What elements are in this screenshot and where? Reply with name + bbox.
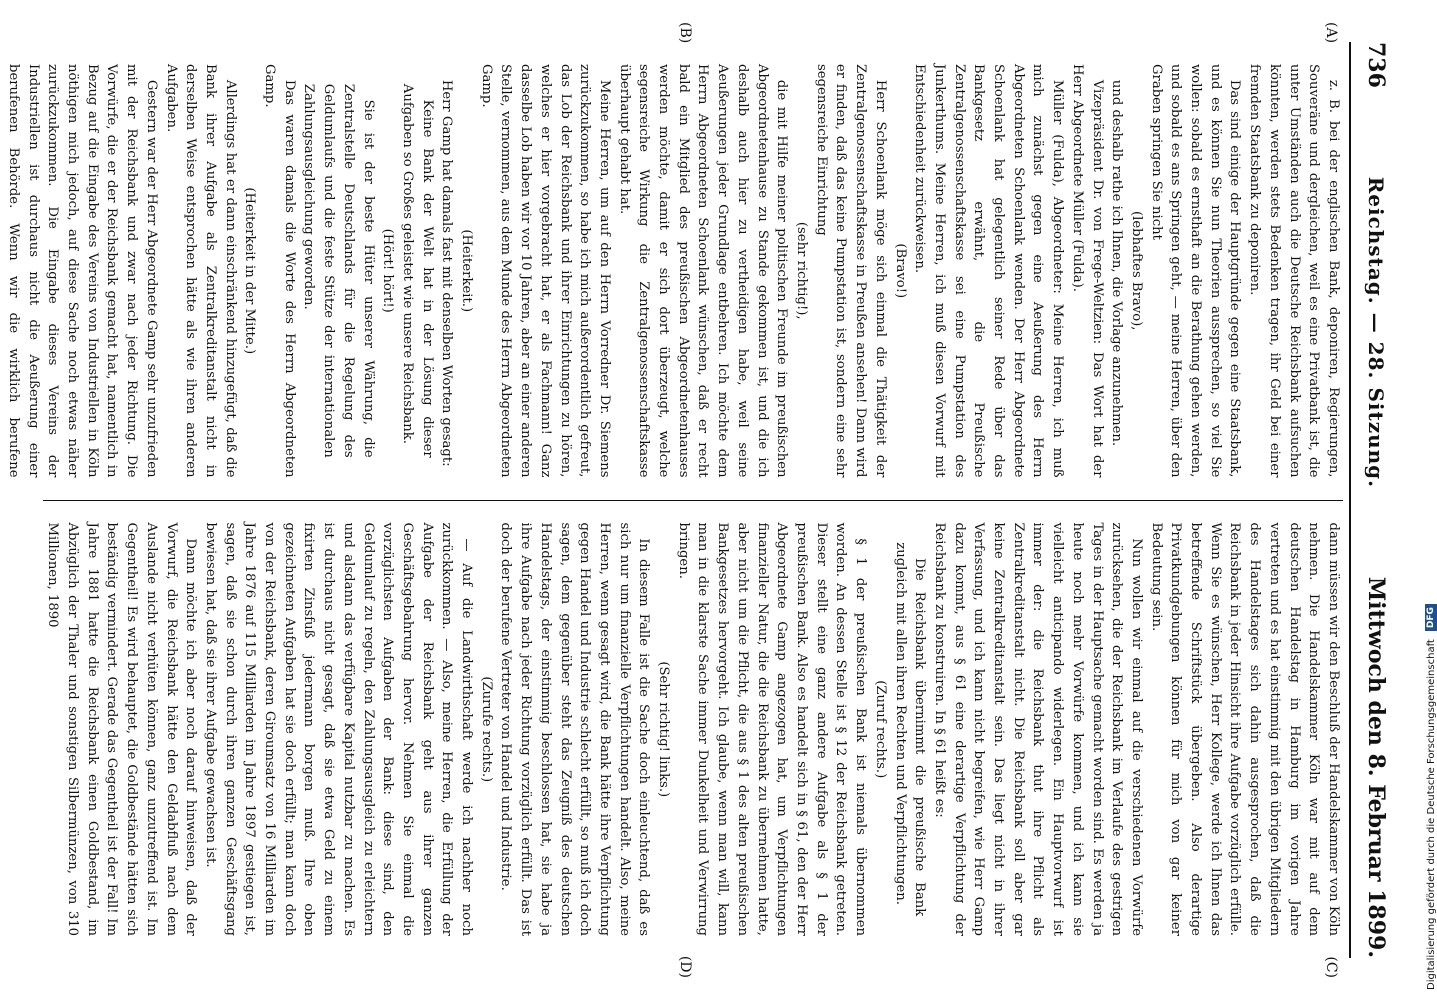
interjection: (Zuruf rechts.) <box>872 680 888 779</box>
margin-mark-c: (C) <box>1323 956 1339 978</box>
margin-mark-a: (A) <box>1323 22 1339 44</box>
paragraph: Herr Schoenlank möge sich einmal die Thätigkeit der Zentralgenossenschaftskasse in Preußen ansehen! Dann wird er finden, daß das keine Pumpstation ist, sondern eine sehr segensreiche Einrichtung <box>813 64 888 478</box>
interjection: (Zurufe rechts.) <box>478 676 494 783</box>
paragraph: Vizepräsident Dr. von Frege-Weltzien: Das Wort hat der Herr Abgeordnete Müller (Fulda). <box>1069 64 1105 478</box>
paragraph: dann müssen wir den Beschluß der Handelskammer von Köln nehmen. Die Handelskammer Köln war mit auf dem deutschen Handelstag in Hamburg im vorigen Jahre vertreten und es hat einstimmig mit den übrigen Mitgliedern des Handelstages sich dahin ausgesprochen, daß die Reichsbank in jeder Hinsicht ihre Aufgabe vorzüglich erfülle. Wenn Sie es wünschen, Herr Kollege, werde ich Ihnen das betreffende Schriftstück übergeben. Also derartige Privatkundgebungen können für mich von gar keiner Bedeutung sein. <box>1148 522 1341 936</box>
paragraph: Dann möchte ich aber noch darauf hinweisen, daß der Vorwurf, die Reichsbank hätte den Geldabfluß nach dem Auslande nicht verhüten können, ganz unzutreffend ist. Im Gegentheil! Es wird behauptet, die Goldbestände hätten sich beständig vermindert. Gerade das Gegentheil ist der Fall! Im Jahre 1881 hatte die Reichsbank einen Goldbestand, im Abzüglich der Thaler und sonstigen Silbermünzen, von 310 Millionen, 1890 <box>45 522 199 936</box>
interjection: (Heiterkeit in der Mitte.) <box>242 187 258 355</box>
paragraph: Gestern war der Herr Abgeordnete Gamp sehr unzufrieden mit der Reichsbank und zwar nach jeder Richtung. Die Vorwürfe, die er der Reichsbank gemacht hat, namentlich in Bezug auf die Eingabe des Vereins von Industriellen in Köln nöthigen mich jedoch, auf diese Sache noch etwas näher zurückzukommen. Die Eingabe dieses Vereins der Industriellen ist durchaus nicht die Aeußerung einer berufenen Behörde. Wenn wir die wirklich berufene <box>5 64 159 478</box>
paragraph: Herr Gamp hat damals fast mit denselben Worten gesagt: <box>439 79 455 467</box>
paragraph: § 1 der preußischen Bank ist niemals übernommen worden. An dessen Stelle ist § 12 der Reichsbank getreten. Dieser stellt eine ganz andere Aufgabe als § 1 der preußischen Bank. Also es handelt sich in § 61, den der Herr Abgeordnete Gamp angezogen hat, um Verpflichtungen finanzieller Natur, die die Reichsbank zu übernehmen hatte, aber nicht um die Pflicht, die aus § 1 des alten preußischen Bankgesetzes hervorgeht. Ich glaube, wenn man will, kann man in die klarste Sache immer Dunkelheit und Verwirrung bringen. <box>675 522 869 936</box>
paragraph: Nun wollen wir einmal auf die verschiedenen Vorwürfe zurücksehen, die der Reichsbank im Verlaufe des gestrigen Tages in der Hauptsache gemacht worden sind. Es werden ja heute noch mehr Vorwürfe kommen, und ich kann sie vielleicht anticipando widerlegen. Ein Hauptvorwurf ist immer der: die Reichsbank thut ihre Pflicht als Zentralkreditanstalt nicht. Die Reichsbank soll aber gar keine Zentralkreditanstalt sein. Das liegt nicht in ihrer Verfassung, und ich kann nicht begreifen, wie Herr Gamp dazu kommt, aus § 61 eine derartige Verpflichtung der Reichsbank zu konstruiren. In § 61 heißt es: <box>931 522 1144 936</box>
paragraph: Keine Bank der Welt hat in der Lösung dieser Aufgaben so Großes geleistet wie unsere Reichsbank. <box>399 83 435 458</box>
margin-mark-b: (B) <box>677 22 693 44</box>
paragraph: Das sind einige der Hauptgründe gegen eine Staatsbank, und es können Sie nun Theorien aussprechen, so viel Sie wollen: sobald es ernsthaft an die Berathung gehen werden, und sobald es ans Springen geht, — meine Herren, über den Graben springen Sie nicht <box>1148 64 1243 478</box>
paragraph: Allerdings hat er dann einschränkend hinzugefügt, daß die Bank ihrer Aufgabe als Zentralkreditanstalt nicht in derselben Weise entsprochen hätte als wie ihren anderen Aufgaben. <box>163 64 238 478</box>
interjection: (sehr richtig!), <box>794 221 810 320</box>
paragraph: Sie ist der beste Hüter unserer Währung, die Zentralstelle Deutschlands für die Regelung des Geldumlaufs und die feste Stütze der internationalen Zahlungsausgleichung geworden. <box>301 83 376 458</box>
interjection: (Sehr richtig! links.) <box>656 661 672 798</box>
session-title: Reichstag. — 28. Sitzung. <box>1364 176 1388 489</box>
paragraph: Die Reichsbank übernimmt die preußische Bank zugleich mit allen ihren Rechten und Verpflichtungen. <box>892 542 928 917</box>
page-header <box>1349 42 1389 958</box>
digitization-footer <box>1425 10 1437 990</box>
digitization-note: Digitalisierung gefördert durch die Deutsche Forschungsgemeinschaft <box>1425 639 1437 990</box>
paragraph: — Auf die Landwirthschaft werde ich nachher noch zurückkommen. — Also, meine Herren, die Erfüllung der Aufgabe der Reichsbank geht aus ihrer ganzen Geschäftsgebahrung hervor. Nehmen Sie einmal die vorzüglichsten Aufgaben der Bank: diese sind, den Geldumlauf zu regeln, den Zahlungsausgleich zu erleichtern und alsdann das verfügbare Kapital nutzbar zu machen. Es ist durchaus nicht gesagt, daß sie etwa Geld zu einem fixirten Zinsfuß jedermann borgen muß. Ihre oben gezeichneten Aufgaben hat sie doch erfüllt; man kann doch von der Reichsbank, deren Giroumsatz von 16 Milliarden im Jahre 1876 auf 115 Milliarden im Jahre 1897 gestiegen ist, sagen, daß sie schon durch ihren ganzen Geschäftsgang bewiesen hat, daß sie ihrer Aufgabe gewachsen ist. <box>202 522 475 936</box>
session-date: Mittwoch den 8. Februar 1899. <box>1363 576 1389 958</box>
right-column <box>43 501 1343 959</box>
paragraph: z. B. bei der englischen Bank, deponiren, Regierungen, Souveräne und dergleichen, weil es eine Privatbank ist, die unter Umständen auch die Deutsche Reichsbank aufsuchen könnten, werden stets Bedenken tragen, ihr Geld bei einer fremden Staatsbank zu deponiren. <box>1247 64 1341 478</box>
left-column <box>5 42 1343 500</box>
interjection: (Bravo!) <box>892 243 908 299</box>
text-columns <box>5 22 1343 978</box>
paragraph: und deshalb rathe ich Ihnen, die Vorlage anzunehmen. <box>1109 79 1125 447</box>
paragraph: Meine Herren, um auf den Herrn Vorredner Dr. Siemens zurückzukommen, so habe ich mich außerordentlich gefreut, das Lob der Reichsbank und ihrer Einrichtungen zu hören, welches er hier vorgebracht hat, er als Fachmann! Ganz dasselbe Lob haben wir vor 10 Jahren, aber an einer anderen Stelle, vernommen, aus dem Munde des Herrn Abgeordneten Gamp. <box>478 64 612 478</box>
page-number: 736 <box>1363 42 1389 88</box>
paragraph: Das waren damals die Worte des Herrn Abgeordneten Gamp. <box>262 64 297 478</box>
margin-mark-d: (D) <box>677 955 693 978</box>
paragraph: In diesem Falle ist die Sache doch einleuchtend, daß es sich nur um finanzielle Verpflichtungen handelt. Also, meine Herren, wenn gesagt wird, die Bank hätte ihre Verpflichtung gegen Handel und Industrie schlecht erfüllt, so muß ich doch sagen, dem gegenüber steht das Zeugniß des deutschen Handelstags, der einstimmig beschlossen hat, sie habe ja ihre Aufgabe nach jeder Richtung vorzüglich erfüllt. Das ist doch der berufene Vertreter von Handel und Industrie. <box>498 522 652 936</box>
paragraph: die mit Hilfe meiner politischen Freunde im preußischen Abgeordnetenhause zu Stande gekommen ist, und die ich deshalb auch hier zu vertheidigen habe, weil seine Aeußerungen jeder Grundlage entbehren. Ich möchte dem Herrn Abgeordneten Schoenlank wünschen, daß er recht bald ein Mitglied des preußischen Abgeordnetenhauses werden möchte, damit er sich dort überzeugt, welche segensreiche Wirkung die Zentralgenossenschaftskasse überhaupt gehabt hat. <box>616 64 790 478</box>
interjection: (Heiterkeit.) <box>459 229 475 313</box>
interjection: (Hört! hört!) <box>380 228 396 313</box>
paragraph: Müller (Fulda), Abgeordneter: Meine Herren, ich muß mich zunächst gegen eine Aeußerung des Herrn Abgeordneten Schoenlank wenden. Der Herr Abgeordnete Schoenlank hat gelegentlich seiner Rede über das Bankgesetz erwähnt, die Preußische Zentralgenossenschaftskasse sei eine Pumpstation des Junkerthums. Meine Herren, ich muß diesen Vorwurf mit Entschiedenheit zurückweisen. <box>912 64 1066 478</box>
dfg-logo: DFG <box>1425 604 1437 631</box>
interjection: (lebhaftes Bravo), <box>1128 211 1144 331</box>
newspaper-page <box>5 20 1407 980</box>
